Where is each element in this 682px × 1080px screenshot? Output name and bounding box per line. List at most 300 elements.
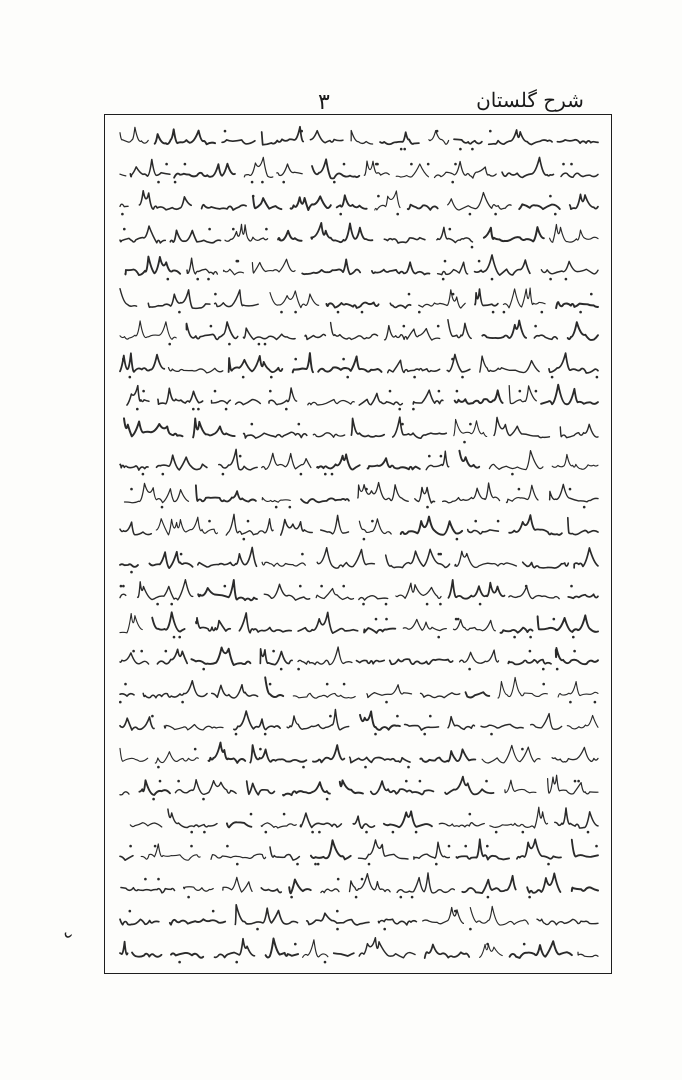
- ink-dot: [419, 780, 422, 783]
- ink-stroke: [130, 159, 170, 176]
- ink-dot: [136, 408, 139, 411]
- ink-dot: [331, 473, 334, 476]
- ink-stroke: [386, 549, 450, 567]
- ink-dot: [272, 650, 275, 653]
- ink-stroke: [556, 648, 598, 664]
- ink-stroke: [438, 262, 468, 275]
- ink-stroke: [567, 715, 598, 728]
- ink-dot: [583, 505, 586, 508]
- ink-dot: [547, 863, 550, 866]
- ink-stroke: [448, 320, 471, 339]
- ink-dot: [587, 830, 590, 833]
- ink-stroke: [481, 724, 523, 728]
- handwritten-line: [116, 772, 600, 805]
- ink-dot: [203, 830, 206, 833]
- ink-dot: [314, 863, 317, 866]
- ink-stroke: [138, 580, 193, 600]
- ink-stroke: [574, 548, 598, 568]
- ink-dot: [192, 408, 195, 411]
- ink-dot: [570, 585, 573, 588]
- ink-dot: [346, 375, 349, 378]
- ink-stroke: [384, 811, 432, 827]
- ink-stroke: [552, 747, 598, 762]
- ink-stroke: [215, 938, 255, 957]
- ink-dot: [562, 162, 565, 165]
- ink-dot: [573, 650, 576, 653]
- page-number: ۳: [318, 90, 330, 115]
- ink-stroke: [261, 887, 281, 892]
- ink-stroke: [120, 792, 129, 795]
- ink-dot: [269, 682, 272, 685]
- ink-stroke: [350, 757, 410, 763]
- ink-dot: [437, 635, 440, 638]
- ink-stroke: [157, 649, 187, 664]
- ink-dot: [534, 325, 537, 328]
- ink-dot: [574, 780, 577, 783]
- ink-stroke: [538, 615, 598, 632]
- ink-dot: [157, 180, 160, 183]
- ink-dot: [407, 765, 410, 768]
- ink-dot: [471, 148, 474, 151]
- ink-stroke: [426, 451, 449, 470]
- ink-stroke: [447, 354, 470, 372]
- handwritten-line: [116, 805, 600, 838]
- ink-stroke: [456, 839, 509, 859]
- ink-dot: [339, 213, 342, 216]
- ink-stroke: [234, 711, 280, 730]
- ink-dot: [224, 585, 227, 588]
- ink-dot: [437, 325, 440, 328]
- ink-stroke: [359, 393, 402, 405]
- ink-stroke: [132, 952, 162, 956]
- ink-stroke: [209, 742, 246, 762]
- ink-stroke: [157, 455, 207, 470]
- ink-dot: [408, 292, 411, 295]
- ink-stroke: [191, 648, 250, 666]
- ink-stroke: [155, 129, 215, 144]
- ink-dot: [154, 845, 157, 848]
- ink-stroke: [310, 131, 343, 143]
- handwritten-line: [116, 122, 600, 155]
- ink-stroke: [260, 649, 292, 665]
- ink-stroke: [541, 261, 598, 273]
- ink-stroke: [558, 681, 598, 696]
- ink-dot: [142, 473, 145, 476]
- ink-dot: [461, 375, 464, 378]
- ink-stroke: [359, 840, 409, 859]
- ink-dot: [232, 227, 235, 230]
- ink-dot: [471, 245, 474, 248]
- ink-dot: [371, 520, 374, 523]
- ink-dot: [177, 780, 180, 783]
- ink-dot: [184, 162, 187, 165]
- ink-stroke: [120, 288, 137, 306]
- ink-stroke: [423, 908, 464, 924]
- ink-stroke: [405, 724, 439, 730]
- ink-dot: [299, 585, 302, 588]
- ink-dot: [129, 375, 132, 378]
- ink-stroke: [460, 650, 499, 663]
- ink-stroke: [196, 617, 230, 630]
- ink-dot: [132, 650, 135, 653]
- ink-stroke: [455, 390, 503, 403]
- ink-dot: [375, 617, 378, 620]
- ink-stroke: [401, 517, 462, 535]
- handwritten-line: [116, 480, 600, 513]
- ink-dot: [222, 473, 225, 476]
- ink-stroke: [508, 660, 551, 665]
- ink-stroke: [120, 613, 142, 632]
- ink-dot: [375, 162, 378, 165]
- ink-dot: [187, 895, 190, 898]
- ink-stroke: [120, 226, 165, 243]
- ink-stroke: [239, 613, 291, 633]
- ink-stroke: [121, 887, 175, 892]
- ink-dot: [290, 895, 293, 898]
- ink-stroke: [548, 775, 598, 794]
- ink-dot: [396, 213, 399, 216]
- ink-stroke: [227, 822, 252, 827]
- ink-dot: [448, 845, 451, 848]
- handwritten-line: [116, 707, 600, 740]
- ink-dot: [168, 343, 171, 346]
- ink-stroke: [125, 483, 189, 502]
- ink-stroke: [359, 596, 388, 600]
- ink-stroke: [448, 580, 504, 599]
- ink-stroke: [437, 227, 473, 242]
- ink-dot: [225, 408, 228, 411]
- ink-dot: [553, 617, 556, 620]
- ink-dot: [294, 942, 297, 945]
- ink-dot: [243, 538, 246, 541]
- ink-dot: [122, 357, 125, 360]
- ink-dot: [227, 650, 230, 653]
- ink-stroke: [541, 385, 598, 405]
- ink-dot: [442, 278, 445, 281]
- ink-stroke: [156, 517, 217, 535]
- ink-dot: [301, 552, 304, 555]
- ink-dot: [368, 863, 371, 866]
- ink-stroke: [236, 400, 261, 405]
- ink-dot: [494, 213, 497, 216]
- ink-dot: [412, 408, 415, 411]
- ink-dot: [251, 422, 254, 425]
- ink-stroke: [556, 302, 598, 308]
- ink-stroke: [351, 418, 384, 437]
- ink-dot: [208, 520, 211, 523]
- ink-stroke: [439, 822, 484, 826]
- ink-dot: [519, 390, 522, 393]
- ink-stroke: [459, 451, 479, 468]
- ink-dot: [455, 617, 458, 620]
- ink-dot: [280, 310, 283, 313]
- ink-dot: [523, 942, 526, 945]
- ink-stroke: [489, 130, 552, 145]
- ink-stroke: [505, 780, 536, 793]
- ink-dot: [144, 877, 147, 880]
- handwritten-line: [116, 220, 600, 253]
- ink-dot: [542, 682, 545, 685]
- ink-stroke: [253, 197, 281, 209]
- ink-dot: [570, 162, 573, 165]
- ink-stroke: [303, 939, 328, 957]
- ink-dot: [265, 227, 268, 230]
- ink-stroke: [307, 913, 369, 925]
- ink-dot: [173, 635, 176, 638]
- ink-dot: [165, 650, 168, 653]
- ink-stroke: [475, 289, 498, 306]
- ink-stroke: [139, 191, 191, 210]
- ink-stroke: [281, 520, 313, 536]
- ink-dot: [294, 357, 297, 360]
- ink-dot: [429, 715, 432, 718]
- ink-stroke: [120, 748, 148, 761]
- ink-dot: [174, 180, 177, 183]
- ink-dot: [180, 552, 183, 555]
- ink-dot: [197, 408, 200, 411]
- ink-stroke: [196, 485, 256, 501]
- ink-dot: [541, 310, 544, 313]
- ink-stroke: [415, 487, 435, 503]
- ink-stroke: [537, 919, 598, 925]
- ink-stroke: [277, 164, 302, 175]
- ink-dot: [207, 278, 210, 281]
- ink-stroke: [302, 259, 360, 274]
- ink-stroke: [247, 781, 275, 795]
- ink-dot: [157, 877, 160, 880]
- ink-stroke: [313, 432, 344, 436]
- ink-stroke: [578, 952, 598, 956]
- ink-stroke: [313, 745, 344, 762]
- ink-stroke: [351, 131, 373, 145]
- ink-dot: [418, 310, 421, 313]
- ink-stroke: [225, 224, 268, 241]
- ink-stroke: [170, 919, 225, 925]
- ink-stroke: [120, 321, 176, 339]
- ink-dot: [326, 798, 329, 801]
- ink-stroke: [326, 302, 378, 307]
- ink-dot: [237, 260, 240, 263]
- ink-stroke: [549, 353, 598, 373]
- ink-stroke: [262, 127, 304, 145]
- ink-stroke: [527, 873, 560, 892]
- ink-dot: [265, 830, 268, 833]
- ink-dot: [324, 960, 327, 963]
- ink-stroke: [480, 356, 539, 372]
- ink-stroke: [125, 257, 180, 275]
- ink-stroke: [502, 157, 553, 177]
- ink-stroke: [184, 886, 214, 891]
- ink-dot: [469, 928, 472, 931]
- handwritten-line: [116, 870, 600, 903]
- ink-stroke: [372, 262, 430, 274]
- ink-stroke: [364, 628, 395, 633]
- ink-dot: [333, 180, 336, 183]
- ink-stroke: [454, 419, 487, 436]
- ink-stroke: [360, 711, 400, 729]
- ink-dot: [300, 130, 303, 133]
- ink-stroke: [448, 193, 511, 210]
- ink-dot: [590, 292, 593, 295]
- ink-stroke: [557, 140, 598, 143]
- ink-dot: [529, 650, 532, 653]
- ink-dot: [486, 845, 489, 848]
- ink-stroke: [358, 482, 408, 501]
- ink-dot: [282, 180, 285, 183]
- ink-dot: [452, 292, 455, 295]
- ink-dot: [296, 863, 299, 866]
- ink-stroke: [120, 717, 154, 730]
- handwritten-line: [116, 350, 600, 383]
- ink-dot: [302, 765, 305, 768]
- handwritten-line: [116, 577, 600, 610]
- ink-dot: [495, 830, 498, 833]
- ink-stroke: [371, 781, 434, 794]
- ink-stroke: [130, 822, 162, 826]
- ink-dot: [454, 162, 457, 165]
- ink-dot: [342, 585, 345, 588]
- handwritten-line: [116, 545, 600, 578]
- ink-stroke: [509, 515, 562, 535]
- ink-stroke: [312, 159, 359, 178]
- ink-dot: [261, 180, 264, 183]
- ink-dot: [551, 375, 554, 378]
- ink-dot: [283, 812, 286, 815]
- ink-stroke: [572, 840, 598, 857]
- ink-stroke: [202, 205, 247, 210]
- ink-dot: [361, 310, 364, 313]
- handwritten-line: [116, 902, 600, 935]
- ink-dot: [342, 357, 345, 360]
- ink-dot: [336, 928, 339, 931]
- ink-dot: [259, 747, 262, 750]
- ink-dot: [410, 162, 413, 165]
- ink-stroke: [269, 388, 297, 405]
- ink-dot: [440, 455, 443, 458]
- ink-stroke: [534, 335, 557, 339]
- ink-stroke: [509, 586, 559, 598]
- ink-dot: [159, 780, 162, 783]
- ink-stroke: [572, 887, 598, 891]
- ink-dot: [556, 668, 559, 671]
- ink-stroke: [120, 564, 138, 567]
- ink-dot: [129, 845, 132, 848]
- ink-dot: [403, 325, 406, 328]
- ink-dot: [565, 812, 568, 815]
- ink-dot: [298, 422, 301, 425]
- handwritten-line: [116, 512, 600, 545]
- ink-dot: [121, 213, 124, 216]
- ink-stroke: [403, 619, 446, 630]
- ink-stroke: [380, 132, 419, 144]
- ink-stroke: [414, 842, 450, 859]
- handwritten-line: [116, 935, 600, 968]
- ink-dot: [426, 603, 429, 606]
- ink-stroke: [120, 594, 126, 597]
- ink-stroke: [198, 580, 257, 600]
- ink-dot: [456, 538, 459, 541]
- ink-stroke: [301, 498, 349, 503]
- ink-dot: [329, 715, 332, 718]
- ink-dot: [492, 310, 495, 313]
- ink-dot: [459, 148, 462, 151]
- ink-dot: [170, 603, 173, 606]
- ink-dot: [400, 895, 403, 898]
- ink-dot: [513, 635, 516, 638]
- handwritten-line: [116, 447, 600, 480]
- ink-stroke: [468, 530, 499, 534]
- ink-stroke: [120, 464, 148, 470]
- ink-stroke: [375, 191, 400, 210]
- ink-stroke: [484, 227, 544, 241]
- ink-stroke: [212, 400, 231, 404]
- ink-dot: [396, 715, 399, 718]
- ink-dot: [269, 390, 272, 393]
- ink-stroke: [368, 458, 420, 469]
- ink-stroke: [378, 919, 416, 925]
- ink-stroke: [321, 888, 339, 892]
- ink-dot: [235, 960, 238, 963]
- ink-dot: [120, 585, 123, 588]
- ink-dot: [595, 845, 598, 848]
- ink-dot: [518, 487, 521, 490]
- ink-dot: [456, 390, 459, 393]
- ink-stroke: [244, 432, 307, 438]
- ink-stroke: [357, 660, 385, 663]
- ink-dot: [569, 700, 572, 703]
- ink-dot: [400, 148, 403, 151]
- ink-dot: [178, 635, 181, 638]
- ink-stroke: [519, 204, 560, 209]
- handwritten-line: [116, 285, 600, 318]
- ink-stroke: [120, 856, 133, 860]
- handwritten-line: [116, 317, 600, 350]
- ink-dot: [401, 422, 404, 425]
- ink-dot: [469, 422, 472, 425]
- ink-dot: [529, 635, 532, 638]
- ink-dot: [596, 375, 599, 378]
- ink-dot: [436, 130, 439, 133]
- ink-dot: [438, 390, 441, 393]
- ink-stroke: [158, 388, 203, 404]
- ink-stroke: [317, 547, 374, 567]
- ink-stroke: [396, 164, 428, 177]
- ink-dot: [190, 830, 193, 833]
- ink-stroke: [305, 334, 325, 339]
- ink-stroke: [120, 522, 151, 535]
- ink-dot: [381, 845, 384, 848]
- ink-stroke: [568, 322, 598, 340]
- ink-dot: [469, 213, 472, 216]
- ink-dot: [549, 195, 552, 198]
- ink-dot: [389, 390, 392, 393]
- ink-dot: [224, 130, 227, 133]
- ink-stroke: [384, 237, 425, 242]
- ink-dot: [427, 162, 430, 165]
- ink-stroke: [120, 919, 159, 924]
- ink-dot: [247, 520, 250, 523]
- ink-stroke: [503, 288, 545, 308]
- ink-stroke: [298, 612, 358, 633]
- ink-dot: [521, 747, 524, 750]
- ink-stroke: [262, 562, 305, 566]
- ink-stroke: [317, 454, 360, 469]
- ink-stroke: [523, 562, 569, 568]
- ink-dot: [365, 830, 368, 833]
- ink-dot: [355, 895, 358, 898]
- ink-dot: [285, 408, 288, 411]
- ink-dot: [119, 700, 122, 703]
